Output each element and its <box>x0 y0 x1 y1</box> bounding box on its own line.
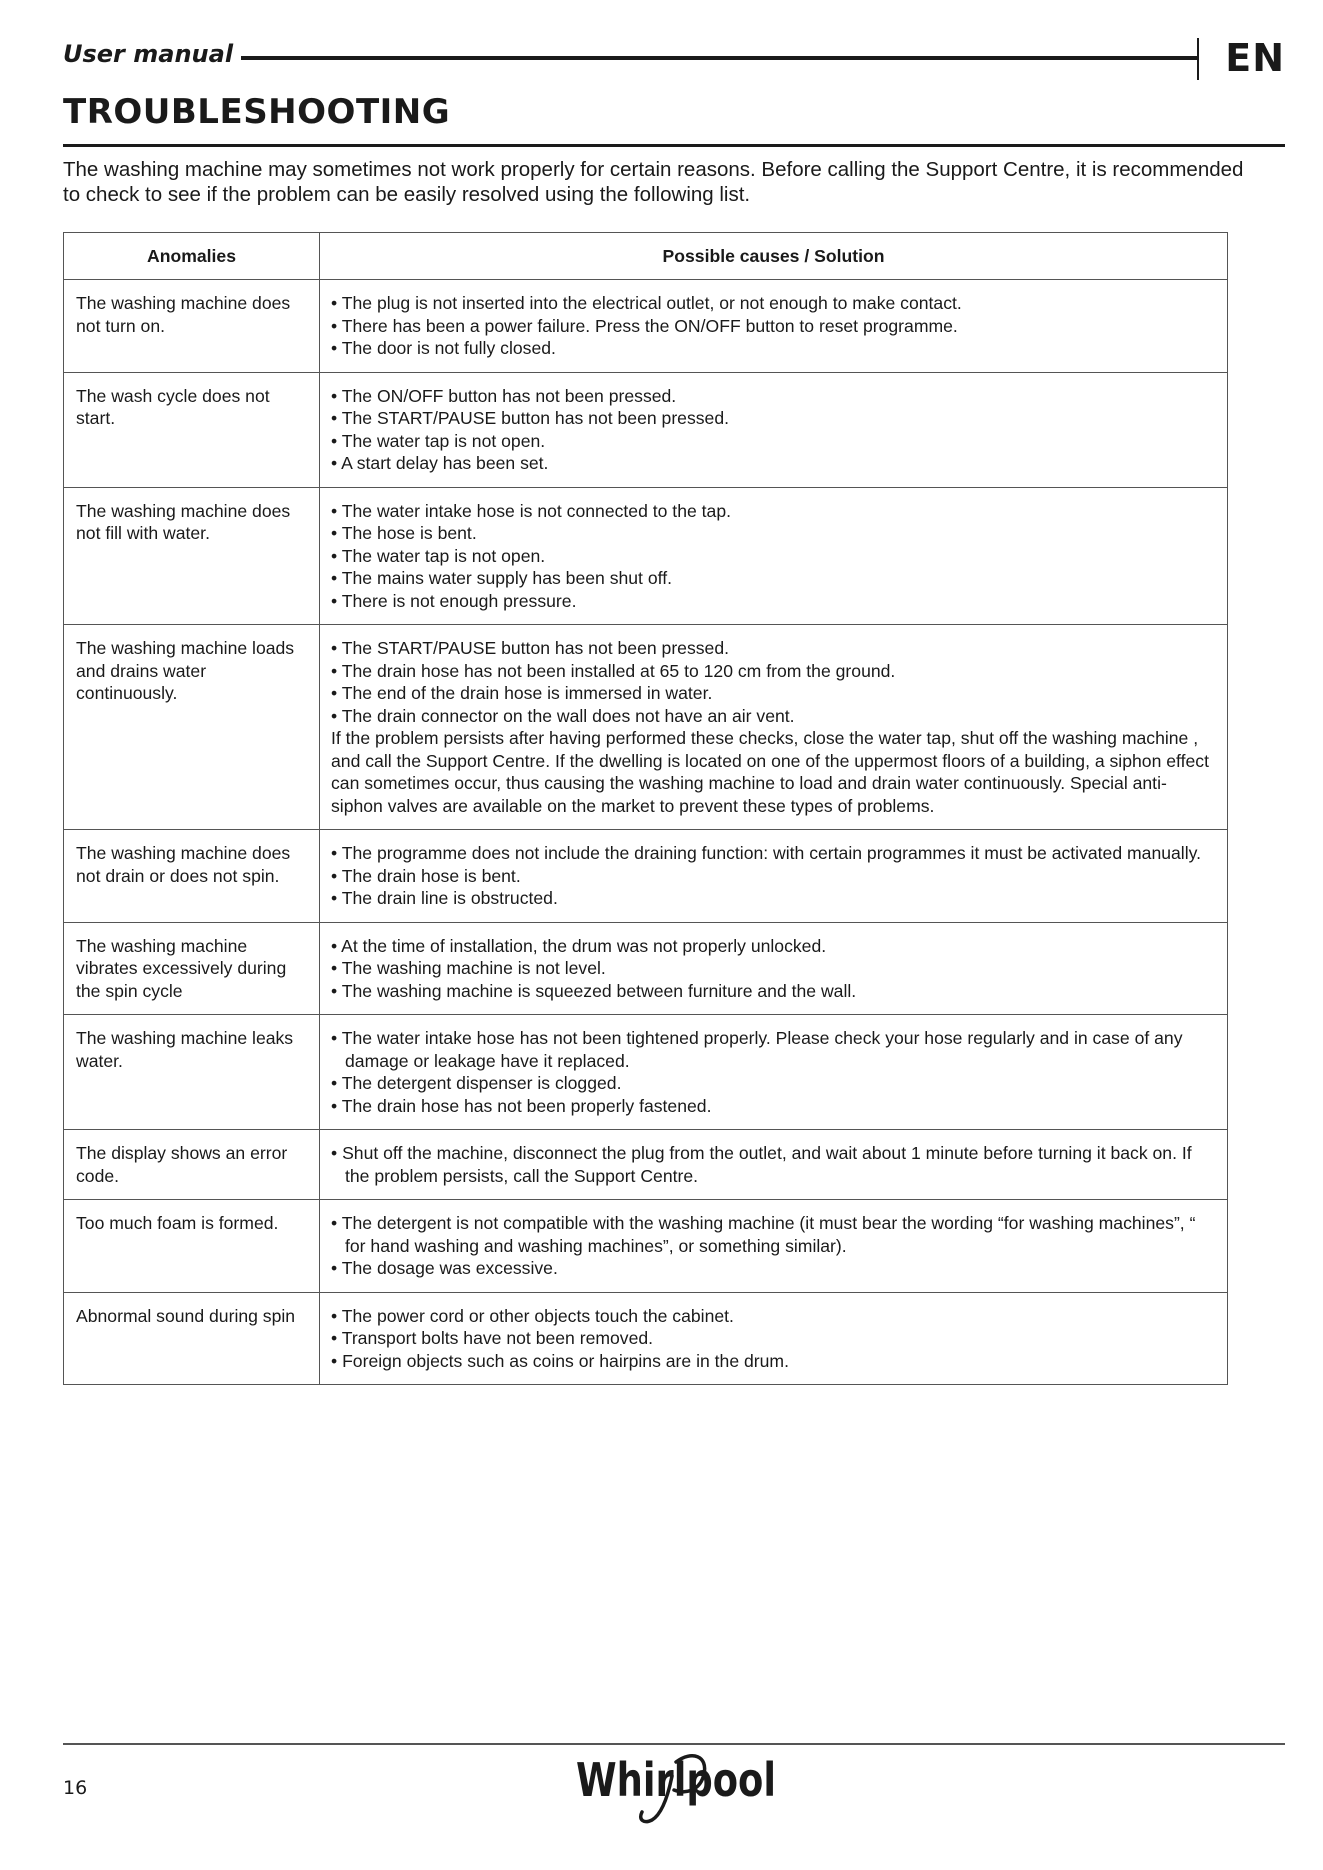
table-row <box>64 1292 1228 1385</box>
solution-text: The water tap is not open. <box>341 430 546 451</box>
solution-text: The plug is not inserted into the electrical outlet, or not enough to make contact. <box>341 293 962 313</box>
solution-item: • There is not enough pressure. <box>331 590 577 611</box>
solution-item: • The water tap is not open. <box>331 545 546 566</box>
solution-cell <box>320 487 1228 625</box>
solution-text: The drain connector on the wall does not have an air vent. <box>341 705 795 726</box>
anomaly-cell: Abnormal sound during spin <box>64 1292 320 1385</box>
table-row <box>64 1015 1228 1130</box>
solution-text: The end of the drain hose is immersed in water. <box>341 683 713 703</box>
solution-text: The mains water supply has been shut off. <box>341 568 672 588</box>
solution-text: The water intake hose has not been tightened properly. Please check your hose regularly and in case of any damage or leakage have it replaced. <box>341 1028 1183 1071</box>
table-row <box>64 830 1228 923</box>
solution-text: The water tap is not open. <box>341 545 546 566</box>
solution-item: • The drain hose has not been properly fastened. <box>331 1095 712 1116</box>
anomaly-cell: Too much foam is formed. <box>64 1200 320 1293</box>
solution-cell <box>320 1015 1228 1130</box>
solution-item: • The ON/OFF button has not been pressed. <box>331 385 677 406</box>
solution-text: The START/PAUSE button has not been pressed. <box>341 408 730 428</box>
intro-paragraph: The washing machine may sometimes not work properly for certain reasons. Before calling the Support Centre, it is recommended to check to see if the problem can be easily resolved using the following list. <box>63 158 1244 206</box>
solution-item: • The drain hose is bent. <box>331 865 521 886</box>
solution-cell <box>320 1292 1228 1385</box>
table-header-row <box>64 233 1228 280</box>
solution-cell <box>320 1130 1228 1200</box>
solution-item: • The door is not fully closed. <box>331 338 556 358</box>
solution-text: At the time of installation, the drum was not properly unlocked. <box>341 935 827 956</box>
manual-title: User manual <box>63 40 234 68</box>
solution-item: • The washing machine is not level. <box>331 958 606 978</box>
logo-wordmark: Whirlpool <box>576 1753 776 1807</box>
solution-item: • The drain hose has not been installed at 65 to 120 cm from the ground. <box>331 660 896 681</box>
solution-text: The power cord or other objects touch the cabinet. <box>341 1305 734 1326</box>
solution-item: • The START/PAUSE button has not been pressed. <box>331 408 730 428</box>
anomaly-cell: The washing machine does not fill with water. <box>64 487 320 625</box>
footer-rule <box>63 1743 1285 1745</box>
solution-item: • The drain line is obstructed. <box>331 888 558 908</box>
solution-cell <box>320 1200 1228 1293</box>
column-header-solutions: Possible causes / Solution <box>320 233 1228 280</box>
solution-cell <box>320 280 1228 373</box>
solution-item: • The water tap is not open. <box>331 430 546 451</box>
table-row <box>64 372 1228 487</box>
anomaly-cell: The washing machine vibrates excessively during the spin cycle <box>64 922 320 1015</box>
solution-item: • Transport bolts have not been removed. <box>331 1328 654 1348</box>
solution-text: The door is not fully closed. <box>341 338 556 358</box>
solution-text: The washing machine is squeezed between furniture and the wall. <box>341 980 857 1001</box>
solution-item: • There has been a power failure. Press the ON/OFF button to reset programme. <box>331 315 958 336</box>
solution-text: There has been a power failure. Press the ON/OFF button to reset programme. <box>341 315 958 336</box>
table-row <box>64 1130 1228 1200</box>
table-body <box>64 280 1228 1385</box>
anomaly-cell: The washing machine leaks water. <box>64 1015 320 1130</box>
language-code: EN <box>1225 36 1285 80</box>
solution-text: The detergent is not compatible with the washing machine (it must bear the wording “for washing machines”, “ for hand washing and washing machines”, or something similar). <box>341 1213 1196 1256</box>
solution-item: • The end of the drain hose is immersed in water. <box>331 683 713 703</box>
table-row <box>64 487 1228 625</box>
section-rule <box>63 144 1285 147</box>
solution-item: • The hose is bent. <box>331 523 477 543</box>
solution-cell <box>320 372 1228 487</box>
solution-item: • The programme does not include the draining function: with certain programmes it must be activated manually. <box>331 843 1202 863</box>
page-header <box>63 38 1285 88</box>
table-row <box>64 625 1228 830</box>
troubleshooting-table <box>63 232 1228 1385</box>
solution-item: • The plug is not inserted into the electrical outlet, or not enough to make contact. <box>331 293 962 313</box>
table-row <box>64 280 1228 373</box>
solution-text: The drain hose has not been properly fastened. <box>341 1095 712 1116</box>
solution-text: The programme does not include the draining function: with certain programmes it must be activated manually. <box>341 843 1202 863</box>
table-row <box>64 1200 1228 1293</box>
solution-item: • The power cord or other objects touch the cabinet. <box>331 1305 734 1326</box>
solution-text: The water intake hose is not connected to the tap. <box>341 500 731 521</box>
solution-cell <box>320 830 1228 923</box>
solution-item: • At the time of installation, the drum was not properly unlocked. <box>331 935 827 956</box>
solution-text: Shut off the machine, disconnect the plug from the outlet, and wait about 1 minute before turning it back on. If the problem persists, call the Support Centre. <box>342 1143 1192 1186</box>
solution-text: The ON/OFF button has not been pressed. <box>341 385 677 406</box>
solution-text: The drain hose is bent. <box>341 865 521 886</box>
solution-text: Foreign objects such as coins or hairpins are in the drum. <box>342 1350 789 1371</box>
solution-item: • A start delay has been set. <box>331 453 549 473</box>
solution-item: • The detergent is not compatible with the washing machine (it must bear the wording “for washing machines”, “ for hand washing and washing machines”, or something similar). <box>331 1213 1196 1256</box>
solution-item: • The START/PAUSE button has not been pressed. <box>331 638 730 658</box>
page-number: 16 <box>63 1777 88 1799</box>
header-rule <box>241 56 1199 60</box>
solution-item: • The mains water supply has been shut off. <box>331 568 672 588</box>
solution-text: There is not enough pressure. <box>341 590 577 611</box>
whirlpool-logo <box>572 1748 782 1826</box>
solution-item: • The drain connector on the wall does not have an air vent. <box>331 705 795 726</box>
solution-text: The washing machine is not level. <box>341 958 606 978</box>
solution-item: • The detergent dispenser is clogged. <box>331 1073 622 1093</box>
solution-text: A start delay has been set. <box>341 453 549 473</box>
section-title: TROUBLESHOOTING <box>63 92 451 132</box>
solution-item: • The water intake hose is not connected to the tap. <box>331 500 731 521</box>
solution-note: If the problem persists after having performed these checks, close the water tap, shut off the washing machine , and call the Support Centre. If the dwelling is located on one of the uppermost floors of a building, a siphon effect can sometimes occur, thus causing the washing machine to load and drain water continuously. Special anti-siphon valves are available on the market to prevent these types of problems. <box>331 728 1209 816</box>
anomaly-cell: The washing machine loads and drains water continuously. <box>64 625 320 830</box>
header-tick <box>1197 38 1199 80</box>
solution-item: • The washing machine is squeezed between furniture and the wall. <box>331 980 857 1001</box>
column-header-anomalies: Anomalies <box>64 233 320 280</box>
anomaly-cell: The washing machine does not turn on. <box>64 280 320 373</box>
anomaly-cell: The washing machine does not drain or does not spin. <box>64 830 320 923</box>
solution-cell <box>320 625 1228 830</box>
solution-item: • Foreign objects such as coins or hairpins are in the drum. <box>331 1350 789 1371</box>
anomaly-cell: The display shows an error code. <box>64 1130 320 1200</box>
table-row <box>64 922 1228 1015</box>
solution-text: Transport bolts have not been removed. <box>341 1328 654 1348</box>
solution-item: • Shut off the machine, disconnect the plug from the outlet, and wait about 1 minute before turning it back on. If the problem persists, call the Support Centre. <box>331 1143 1192 1186</box>
solution-cell <box>320 922 1228 1015</box>
solution-item: • The dosage was excessive. <box>331 1258 558 1278</box>
solution-text: The drain line is obstructed. <box>341 888 558 908</box>
anomaly-cell: The wash cycle does not start. <box>64 372 320 487</box>
solution-text: The dosage was excessive. <box>341 1258 558 1278</box>
solution-text: The START/PAUSE button has not been pressed. <box>341 638 730 658</box>
solution-item: • The water intake hose has not been tightened properly. Please check your hose regularly and in case of any damage or leakage have it replaced. <box>331 1028 1183 1071</box>
solution-text: The detergent dispenser is clogged. <box>341 1073 622 1093</box>
solution-text: The hose is bent. <box>341 523 477 543</box>
solution-text: The drain hose has not been installed at 65 to 120 cm from the ground. <box>341 660 896 681</box>
